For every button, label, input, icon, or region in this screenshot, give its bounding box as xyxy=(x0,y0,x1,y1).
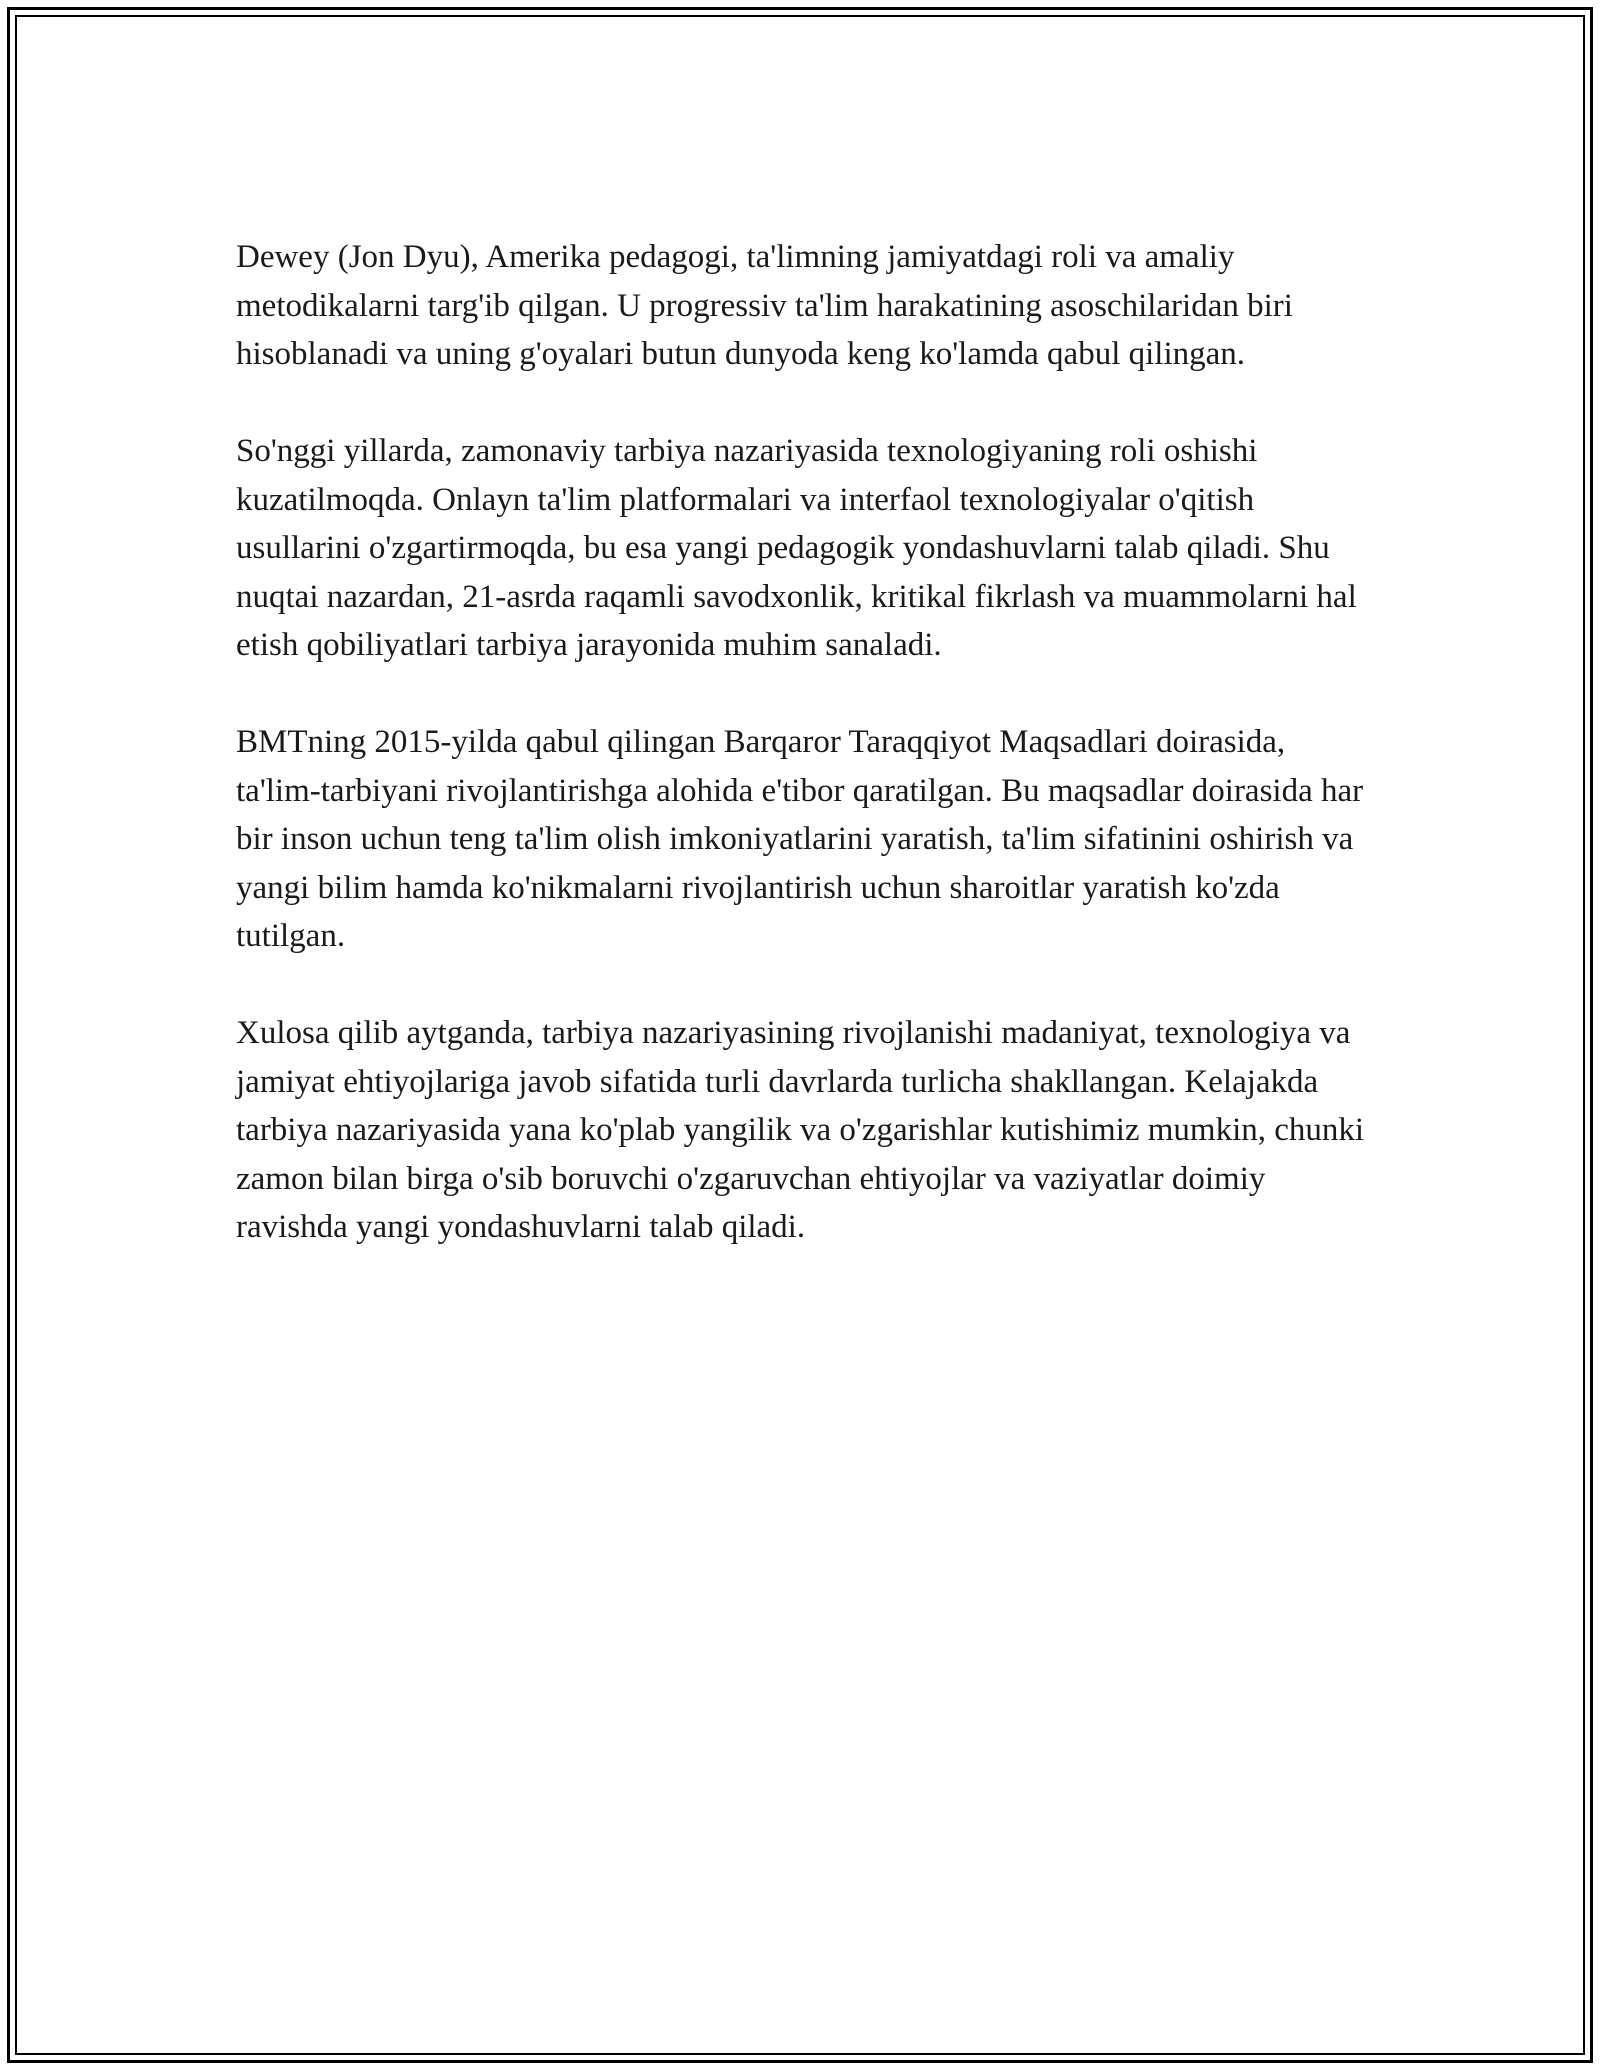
paragraph-technology: So'nggi yillarda, zamonaviy tarbiya nazariyasida texnologiyaning roli oshishi kuzatilmoqda. Onlayn ta'lim platformalari va interfaol texnologiyalar o'qitish usullarini o'zgartirmoqda, bu esa yangi pedagogik yondashuvlarni talab qiladi. Shu nuqtai nazardan, 21-asrda raqamli savodxonlik, kritikal fikrlash va muammolarni hal etish qobiliyatlari tarbiya jarayonida muhim sanaladi. xyxy=(236,433,1357,663)
paragraph-dewey: Dewey (Jon Dyu), Amerika pedagogi, ta'limning jamiyatdagi roli va amaliy metodikalarni targ'ib qilgan. U progressiv ta'lim harakatining asoschilaridan biri hisoblanadi va uning g'oyalari butun dunyoda keng ko'lamda qabul qilingan. xyxy=(236,239,1293,372)
paragraph-conclusion: Xulosa qilib aytganda, tarbiya nazariyasining rivojlanishi madaniyat, texnologiya va jamiyat ehtiyojlariga javob sifatida turli davrlarda turlicha shakllangan. Kelajakda tarbiya nazariyasida yana ko'plab yangilik va o'zgarishlar kutishimiz mumkin, chunki zamon bilan birga o'sib boruvchi o'zgaruvchan ehtiyojlar va vaziyatlar doimiy ravishda yangi yondashuvlarni talab qiladi. xyxy=(236,1015,1365,1245)
paragraph-bmt-goals: BMTning 2015-yilda qabul qilingan Barqaror Taraqqiyot Maqsadlari doirasida, ta'lim-tarbiyani rivojlantirishga alohida e'tibor qaratilgan. Bu maqsadlar doirasida har bir inson uchun teng ta'lim olish imkoniyatlarini yaratish, ta'lim sifatinini oshirish va yangi bilim hamda ko'nikmalarni rivojlantirish uchun sharoitlar yaratish ko'zda tutilgan. xyxy=(236,724,1364,954)
document-body xyxy=(236,233,1376,1300)
